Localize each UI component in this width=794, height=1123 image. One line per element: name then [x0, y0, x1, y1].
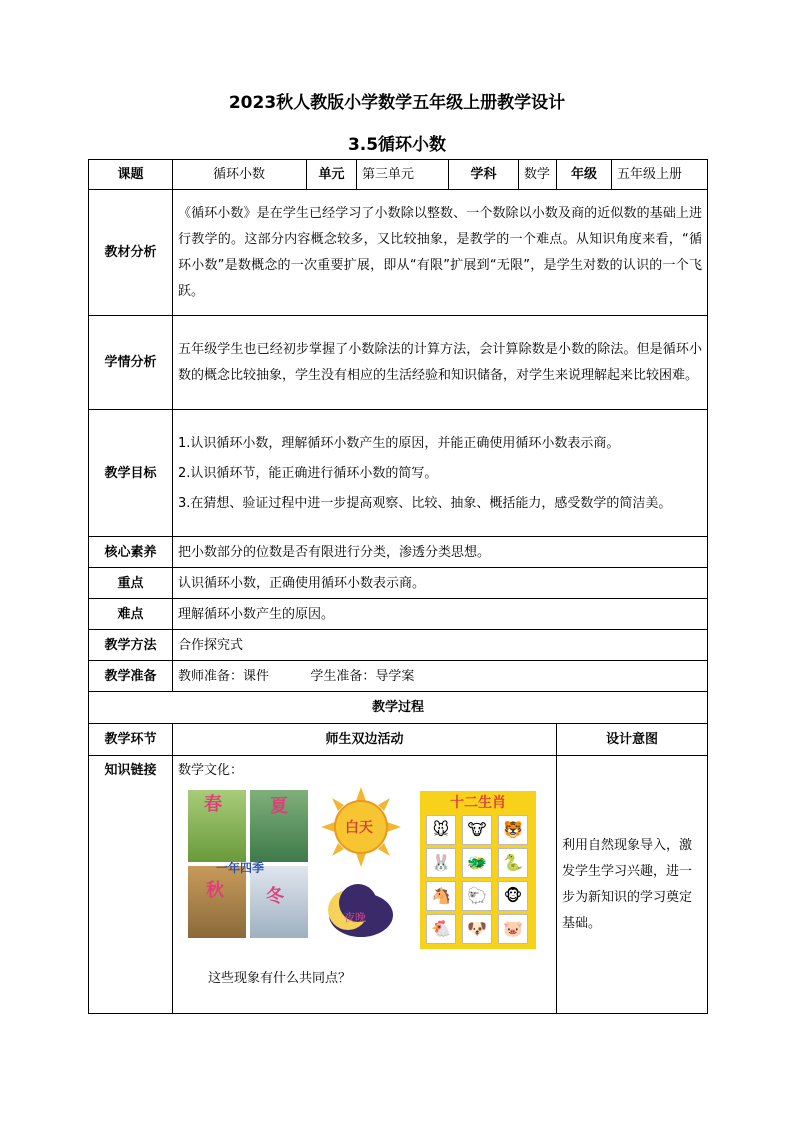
- lesson-subtitle: 3.5循环小数: [347, 135, 447, 155]
- document-title: 2023秋人教版小学数学五年级上册教学设计: [228, 93, 566, 113]
- goals-label: 教学目标: [89, 410, 173, 537]
- night-label: 夜晚: [344, 911, 366, 924]
- goal-item: 1.认识循环小数，理解循环小数产生的原因，并能正确使用循环小数表示商。: [178, 435, 620, 451]
- goal-item: 3.在猜想、验证过程中进一步提高观察、比较、抽象、概括能力，感受数学的简洁美。: [178, 495, 672, 511]
- unit-label: 单元: [307, 160, 357, 190]
- summer-label: 夏: [270, 796, 288, 817]
- activity-cell: [173, 756, 557, 1014]
- unit-value: 第三单元: [357, 160, 449, 190]
- stage-label: 知识链接: [89, 756, 173, 1014]
- info-row: [89, 160, 708, 190]
- zodiac-animal-icon: 🐮: [462, 815, 492, 845]
- grade-label: 年级: [557, 160, 612, 190]
- goal-item: 2.认识循环节，能正确进行循环小数的简写。: [178, 465, 438, 481]
- col-activity-header: 师生双边活动: [173, 724, 557, 756]
- illustration-group: [178, 785, 551, 950]
- zodiac-animal-icon: 🐷: [498, 914, 528, 944]
- zodiac-animal-icon: 🐲: [462, 848, 492, 878]
- winter-label: 冬: [266, 886, 284, 907]
- difficulty-label: 难点: [89, 599, 173, 630]
- material-text: 《循环小数》是在学生已经学习了小数除以整数、一个数除以小数及商的近似数的基础上进行教学的。这部分内容概念较多，又比较抽象，是教学的一个难点。从知识角度来看，“循环小数”是数概念的一次重要扩展，即从“有限”扩展到“无限”，是学生对数的认识的一个飞跃。: [173, 190, 708, 316]
- zodiac-title: 十二生肖: [450, 795, 506, 811]
- four-seasons-image: [188, 790, 308, 938]
- core-text: 把小数部分的位数是否有限进行分类，渗透分类思想。: [173, 537, 708, 568]
- zodiac-animal-icon: 🐑: [462, 881, 492, 911]
- goals-list: [173, 410, 708, 537]
- prep-label: 教学准备: [89, 661, 173, 692]
- zodiac-animal-icon: 🐯: [498, 815, 528, 845]
- zodiac-animal-icon: 🐔: [426, 914, 456, 944]
- students-label: 学情分析: [89, 316, 173, 410]
- material-label: 教材分析: [89, 190, 173, 316]
- method-text: 合作探究式: [173, 630, 708, 661]
- zodiac-animal-icon: 🐰: [426, 848, 456, 878]
- topic-value: 循环小数: [173, 160, 307, 190]
- question-text: 这些现象有什么共同点？: [208, 971, 352, 986]
- zodiac-animal-icon: 🐴: [426, 881, 456, 911]
- autumn-label: 秋: [206, 880, 224, 901]
- key-text: 认识循环小数，正确使用循环小数表示商。: [173, 568, 708, 599]
- subject-value: 数学: [519, 160, 557, 190]
- culture-label: 数学文化：: [178, 763, 244, 778]
- zodiac-animal-icon: 🐵: [498, 881, 528, 911]
- subject-label: 学科: [449, 160, 519, 190]
- day-label: 白天: [345, 820, 373, 836]
- students-text: 五年级学生也已经初步掌握了小数除法的计算方法，会计算除数是小数的除法。但是循环小数的概念比较抽象，学生没有相应的生活经验和知识储备，对学生来说理解起来比较困难。: [173, 316, 708, 410]
- zodiac-image: [420, 791, 536, 949]
- process-heading: 教学过程: [89, 692, 708, 724]
- zodiac-animal-icon: 🐭: [426, 815, 456, 845]
- key-label: 重点: [89, 568, 173, 599]
- lesson-plan-table: [88, 159, 708, 1014]
- zodiac-animal-icon: 🐍: [498, 848, 528, 878]
- grade-value: 五年级上册: [612, 160, 708, 190]
- core-label: 核心素养: [89, 537, 173, 568]
- topic-label: 课题: [89, 160, 173, 190]
- col-stage-header: 教学环节: [89, 724, 173, 756]
- col-intent-header: 设计意图: [557, 724, 708, 756]
- day-night-image: [318, 785, 404, 945]
- prep-text: 教师准备：课件 学生准备：导学案: [173, 661, 708, 692]
- intent-text: 利用自然现象导入，激发学生学习兴趣，进一步为新知识的学习奠定基础。: [557, 756, 708, 1014]
- spring-label: 春: [204, 794, 222, 815]
- zodiac-animal-icon: 🐶: [462, 914, 492, 944]
- year-label: 一年四季: [216, 861, 265, 875]
- method-label: 教学方法: [89, 630, 173, 661]
- difficulty-text: 理解循环小数产生的原因。: [173, 599, 708, 630]
